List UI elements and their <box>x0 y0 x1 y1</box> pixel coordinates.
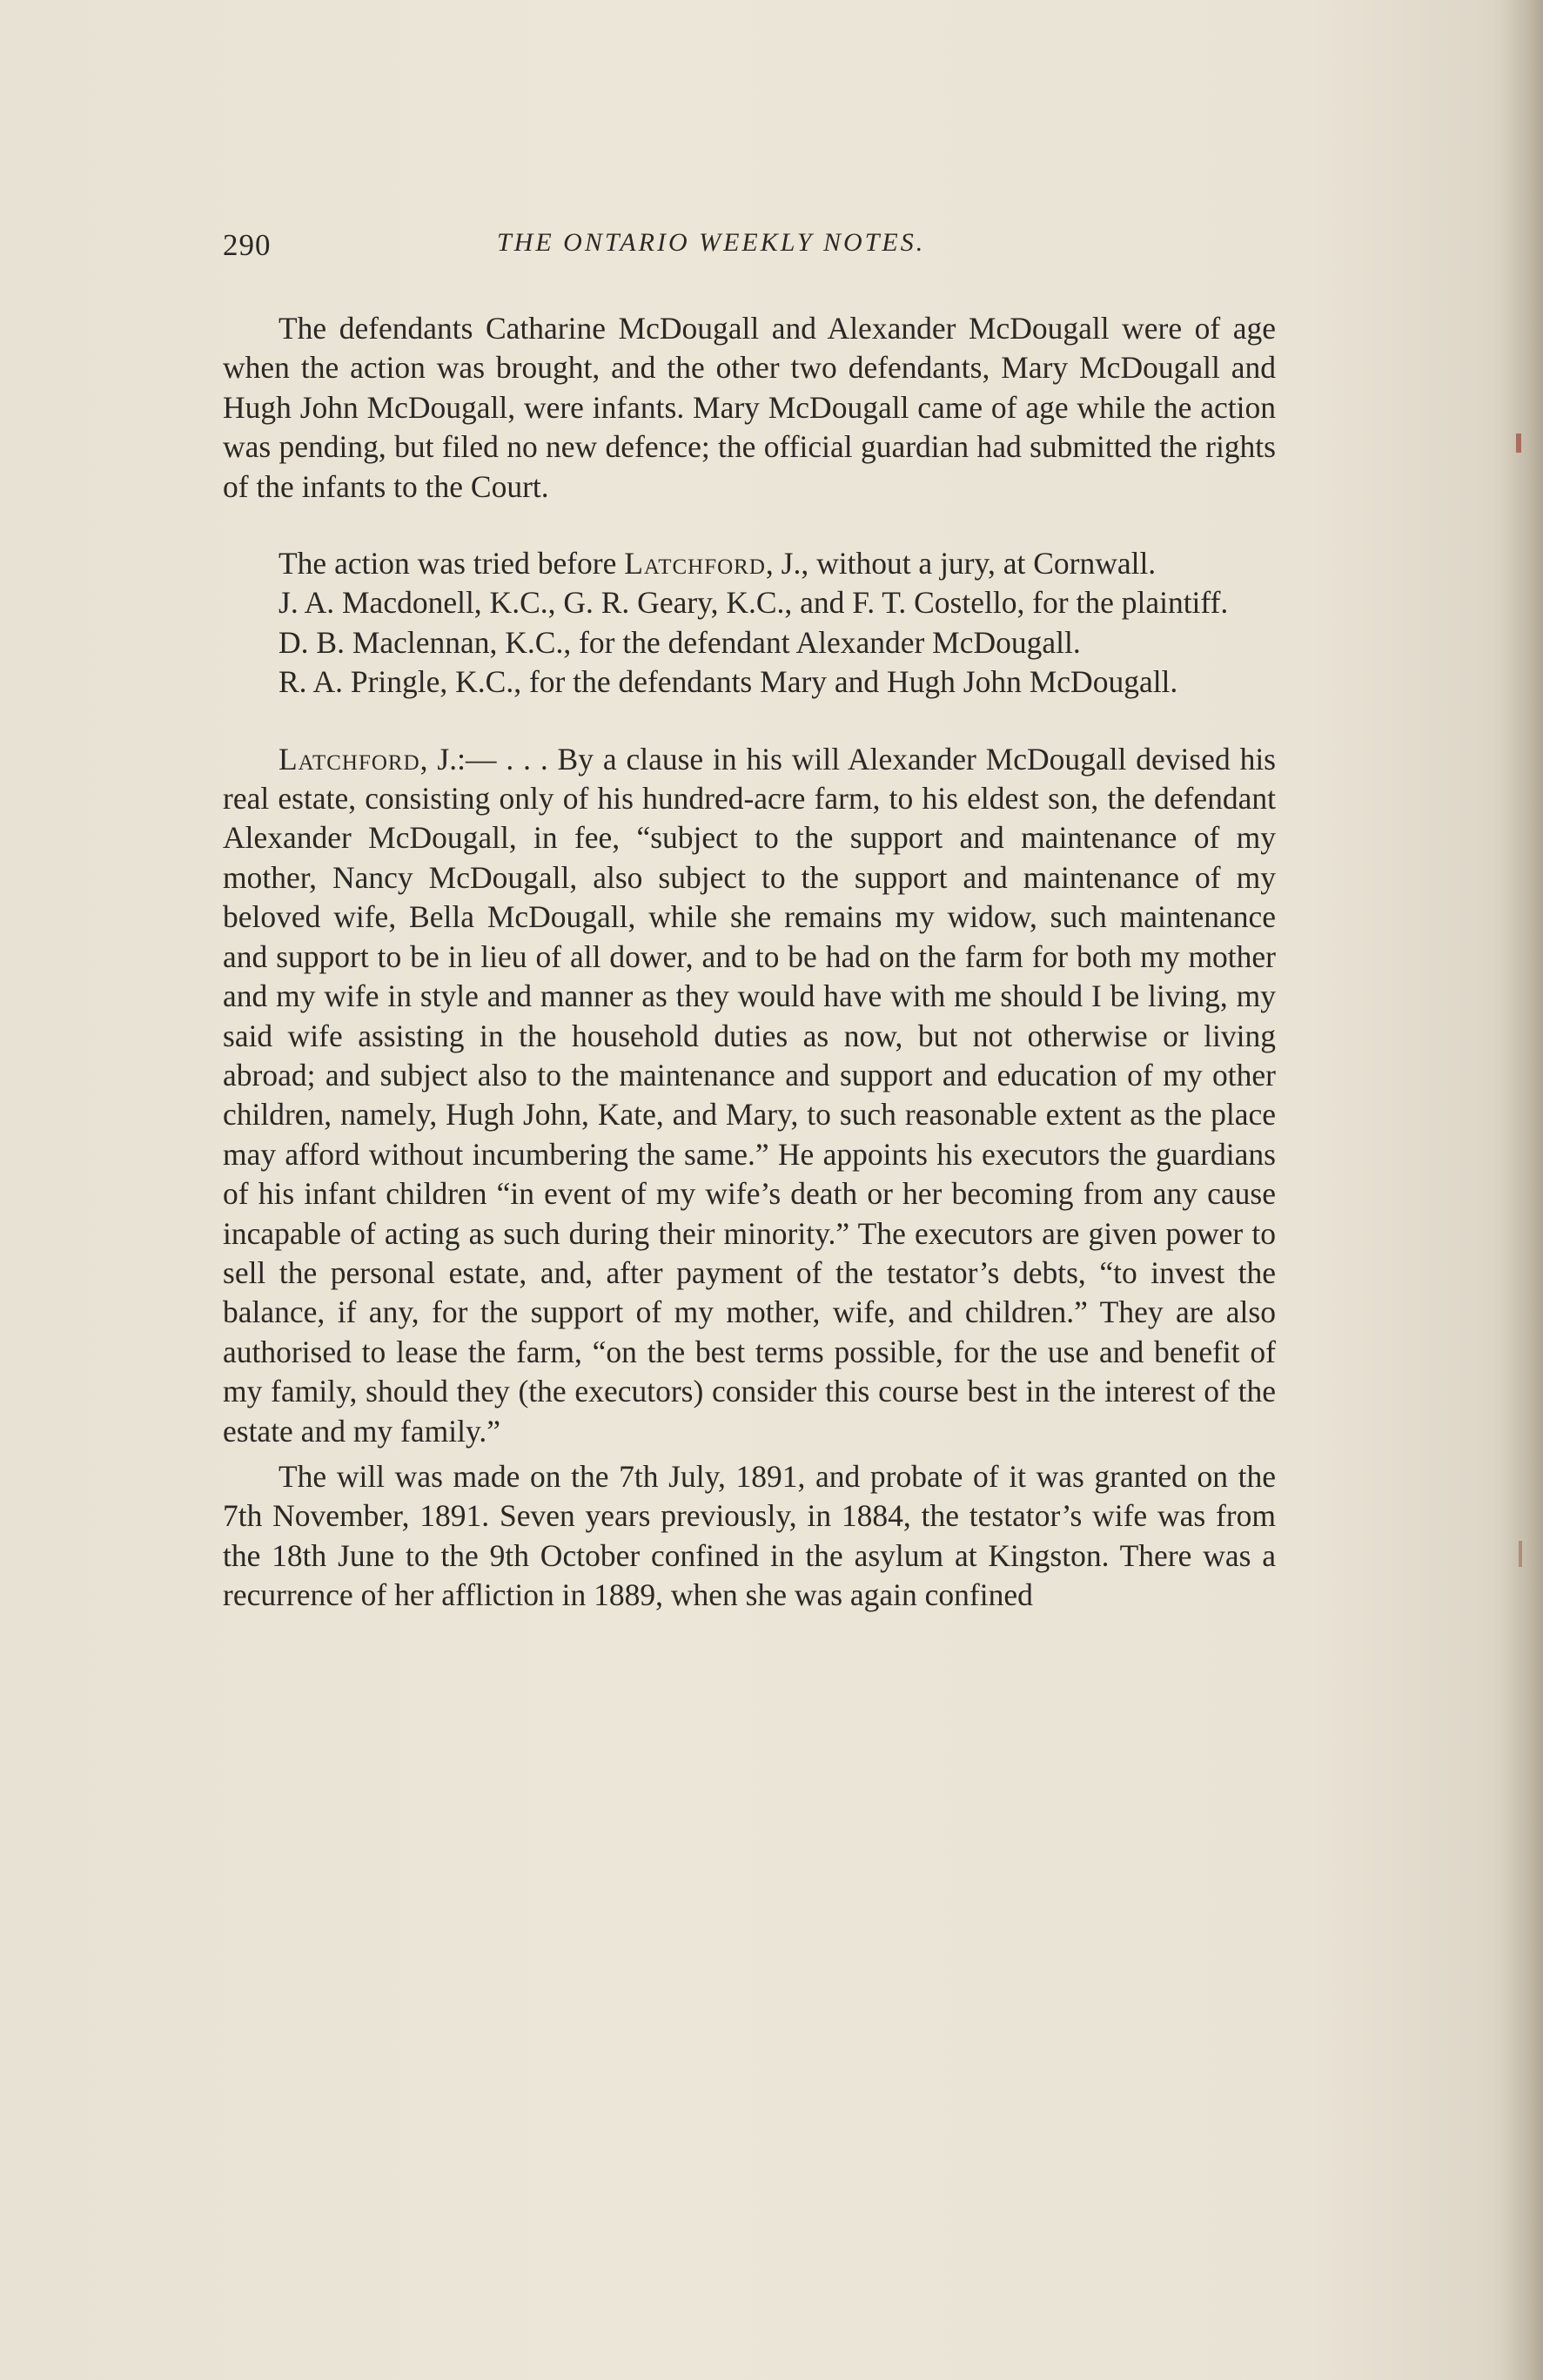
paragraph-counsel-plaintiff: J. A. Macdonell, K.C., G. R. Geary, K.C., and F. T. Costello, for the plaintiff. <box>278 585 1229 621</box>
judgment-judge-name: Latchford <box>278 741 420 777</box>
trial-text-before: The action was tried before <box>278 546 625 582</box>
running-head <box>223 228 1276 272</box>
journal-title: THE ONTARIO WEEKLY NOTES. <box>497 228 926 257</box>
edge-stain-mark <box>1519 1541 1522 1567</box>
trial-text-after: , J., without a jury, at Cornwall. <box>765 546 1157 582</box>
paragraph-judgment <box>223 740 1276 1451</box>
paragraph-counsel-infants: R. A. Pringle, K.C., for the defendants Mary and Hugh John McDougall. <box>278 664 1178 700</box>
paragraph-will-dates: The will was made on the 7th July, 1891, and probate of it was granted on the 7th November, 1891. Seven years previously, in 1884, the testator’s wife was from the 18th June to the 9th October confined in the asylum at Kingston. There was a recurrence of her affliction in 1889, when she was again confined <box>223 1458 1276 1613</box>
page-body <box>223 309 1276 1616</box>
paragraph-counsel-defendant: D. B. Maclennan, K.C., for the defendant Alexander McDougall. <box>278 624 1081 660</box>
trial-judge-name: Latchford <box>624 546 766 582</box>
paragraph-parties: The defendants Catharine McDougall and Alexander McDougall were of age when the action was brought, and the other two defendants, Mary McDougall and Hugh John McDougall, were infants. Mary McDougall came of age while the action was pending, but filed no new defence; the official guardian had submitted the rights of the infants to the Court. <box>223 311 1276 504</box>
page-gutter-shadow <box>1501 0 1543 2380</box>
judgment-text: , J.:— . . . By a clause in his will Alexander McDougall devised his real estate, consisting only of his hundred-acre farm, to his eldest son, the defendant Alexander McDougall, in fee, “subject to the support and maintenance of my mother, Nancy McDougall, also subject to the support and maintenance of my beloved wife, Bella McDougall, while she remains my widow, such maintenance and support to be in lieu of all dower, and to be had on the farm for both my mother and my wife in style and manner as they would have with me should I be living, my said wife assisting in the household duties as now, but not otherwise or living abroad; and subject also to the maintenance and support and education of my other children, namely, Hugh John, Kate, and Mary, to such reasonable extent as the place may afford without incumbering the same.” He appoints his executors the guardians of his infant children “in event of my wife’s death or her becoming from any cause incapable of acting as such during their minority.” The executors are given power to sell the personal estate, and, after payment of the testator’s debts, “to invest the balance, if any, for the support of my mother, wife, and children.” They are also authorised to lease the farm, “on the best terms possible, for the use and benefit of my family, should they (the executors) consider this course best in the interest of the estate and my family.” <box>223 741 1276 1449</box>
edge-stain-mark <box>1516 434 1521 453</box>
page-number: 290 <box>223 228 272 262</box>
paragraph-trial <box>223 544 1276 583</box>
